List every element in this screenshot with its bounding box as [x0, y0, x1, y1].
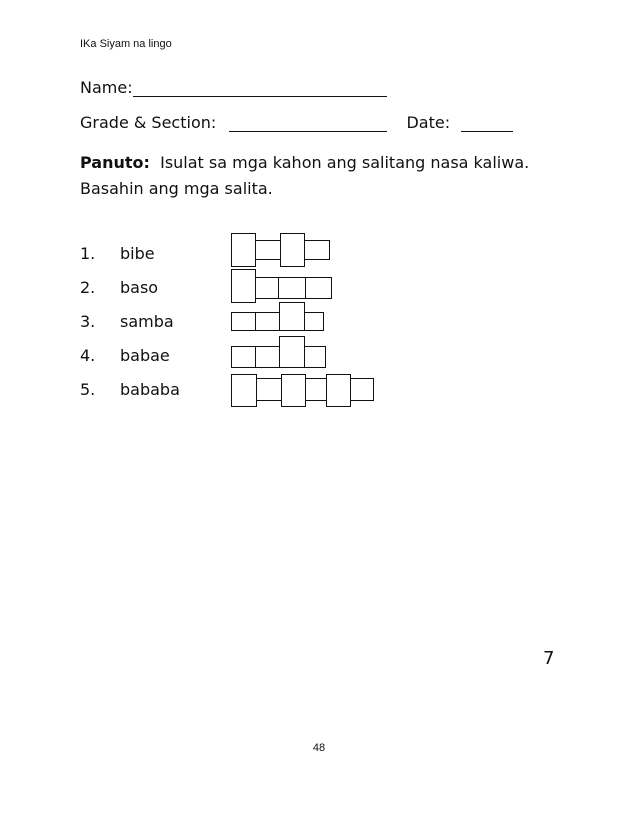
letter-box[interactable]	[255, 277, 279, 299]
list-item	[80, 380, 180, 399]
letter-box[interactable]	[255, 346, 280, 368]
name-field[interactable]	[133, 79, 387, 97]
item-word: bababa	[120, 380, 180, 399]
grade-date-line	[80, 113, 513, 132]
letter-box[interactable]	[231, 374, 257, 407]
letter-box[interactable]	[305, 378, 327, 401]
letter-box[interactable]	[326, 374, 351, 407]
date-field[interactable]	[461, 114, 513, 132]
letter-box[interactable]	[304, 312, 324, 331]
instructions-label: Panuto:	[80, 153, 150, 172]
letter-box[interactable]	[231, 233, 256, 267]
letter-box[interactable]	[255, 312, 280, 331]
item-word: samba	[120, 312, 174, 331]
letter-box[interactable]	[256, 378, 282, 401]
letter-box[interactable]	[279, 302, 305, 331]
letter-box[interactable]	[231, 346, 256, 368]
letter-box[interactable]	[281, 374, 306, 407]
letter-box[interactable]	[280, 233, 305, 267]
list-item	[80, 312, 174, 331]
letter-box[interactable]	[304, 240, 330, 260]
letter-box[interactable]	[279, 336, 305, 368]
grade-section-field[interactable]	[229, 114, 387, 132]
letter-box[interactable]	[304, 346, 326, 368]
page-number: 48	[312, 742, 326, 754]
list-item	[80, 278, 158, 297]
instructions	[80, 150, 560, 202]
letter-box[interactable]	[350, 378, 374, 401]
item-number: 2.	[80, 278, 96, 297]
letter-box[interactable]	[305, 277, 332, 299]
date-label: Date:	[406, 113, 451, 132]
letter-box[interactable]	[278, 277, 306, 299]
list-item	[80, 346, 170, 365]
page-header: IKa Siyam na lingo	[80, 38, 172, 50]
item-number: 5.	[80, 380, 96, 399]
grade-label: Grade & Section:	[80, 113, 217, 132]
name-label: Name:	[80, 78, 133, 97]
item-number: 1.	[80, 244, 96, 263]
letter-box[interactable]	[231, 312, 256, 331]
item-number: 3.	[80, 312, 96, 331]
letter-box[interactable]	[255, 240, 281, 260]
item-word: baso	[120, 278, 159, 297]
item-number: 4.	[80, 346, 96, 365]
name-line	[80, 78, 387, 97]
letter-box[interactable]	[231, 269, 256, 303]
instructions-text: Isulat sa mga kahon ang salitang nasa kaliwa. Basahin ang mga salita.	[80, 153, 530, 198]
item-word: babae	[120, 346, 170, 365]
list-item	[80, 244, 155, 263]
side-number: 7	[543, 648, 555, 669]
item-word: bibe	[120, 244, 155, 263]
